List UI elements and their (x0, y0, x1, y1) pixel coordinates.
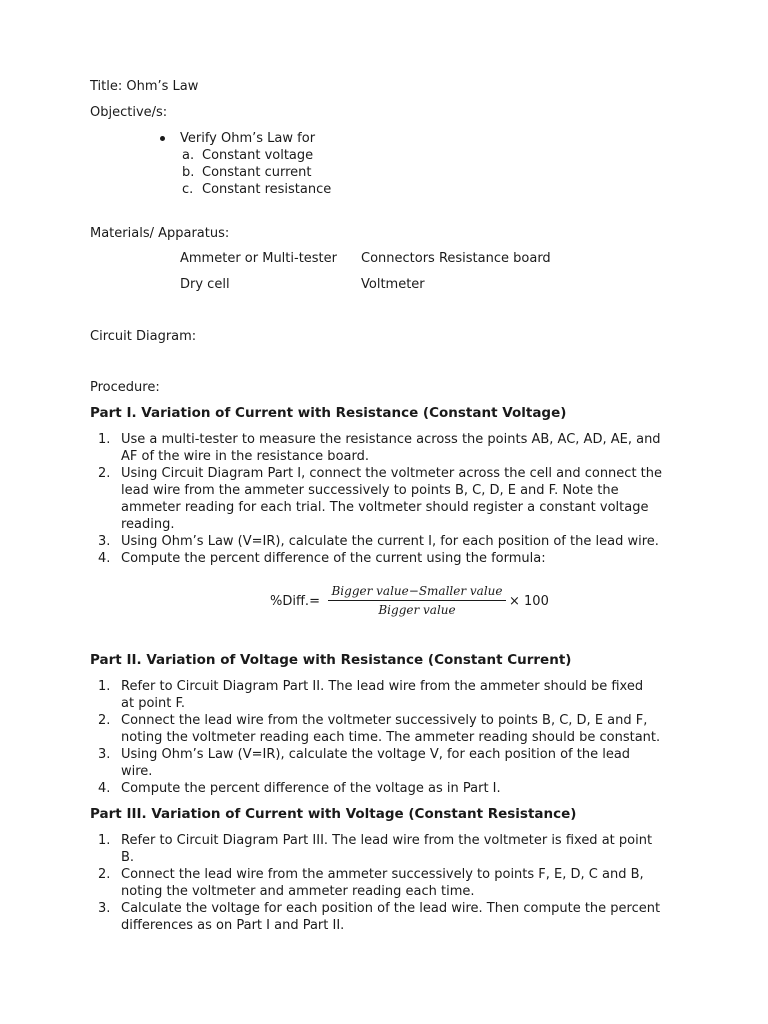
step-line: Connect the lead wire from the ammeter successively to points F, E, D, C and B, (121, 867, 644, 882)
objective-marker-a: a. (182, 148, 195, 163)
part2-heading: Part II. Variation of Voltage with Resistance (Constant Current) (90, 652, 572, 668)
step-line: differences as on Part I and Part II. (121, 918, 345, 933)
step-line: wire. (121, 764, 153, 779)
step-line: Using Ohm’s Law (V=IR), calculate the voltage V, for each position of the lead (121, 747, 631, 762)
fraction-bar (328, 600, 506, 601)
step-number: 1. (98, 833, 111, 848)
part3-heading: Part III. Variation of Current with Voltage (Constant Resistance) (90, 806, 577, 822)
part2-steps (98, 678, 688, 797)
step-number: 2. (98, 466, 111, 481)
list-item (98, 780, 688, 797)
procedure-label: Procedure: (90, 380, 160, 395)
step-number: 2. (98, 713, 111, 728)
formula-numerator: Bigger value−Smaller value (331, 584, 503, 598)
list-item (98, 900, 688, 934)
list-item (98, 550, 688, 567)
step-number: 1. (98, 432, 111, 447)
formula-lhs: %Diff.= (270, 594, 320, 609)
material-voltmeter: Voltmeter (361, 277, 425, 292)
step-line: Compute the percent difference of the voltage as in Part I. (121, 781, 501, 796)
objective-bullet-text: Verify Ohm’s Law for (180, 131, 316, 146)
step-number: 3. (98, 901, 111, 916)
part3-steps (98, 832, 688, 934)
part1-steps (98, 431, 688, 567)
step-line: Calculate the voltage for each position of the lead wire. Then compute the percent (121, 901, 661, 916)
list-item (98, 712, 688, 746)
list-item (98, 533, 688, 550)
step-line: Refer to Circuit Diagram Part III. The lead wire from the voltmeter is fixed at point (121, 833, 653, 848)
objective-item-a: Constant voltage (202, 148, 314, 163)
formula-fraction (328, 583, 506, 618)
step-line: lead wire from the ammeter successively to points B, C, D, E and F. Note the (121, 483, 619, 498)
list-item (98, 465, 688, 533)
step-line: Connect the lead wire from the voltmeter successively to points B, C, D, E and F, (121, 713, 648, 728)
step-number: 4. (98, 551, 111, 566)
step-line: ammeter reading for each trial. The voltmeter should register a constant voltage (121, 500, 649, 515)
material-connectors: Connectors Resistance board (361, 251, 551, 266)
step-number: 3. (98, 747, 111, 762)
formula-denominator: Bigger value (378, 603, 456, 617)
material-dry-cell: Dry cell (180, 277, 230, 292)
step-line: Refer to Circuit Diagram Part II. The lead wire from the ammeter should be fixed (121, 679, 644, 694)
part1-heading: Part I. Variation of Current with Resistance (Constant Voltage) (90, 405, 567, 421)
materials-label: Materials/ Apparatus: (90, 226, 230, 241)
bullet-icon (160, 136, 165, 141)
step-line: Use a multi-tester to measure the resistance across the points AB, AC, AD, AE, and (121, 432, 661, 447)
list-item (98, 866, 688, 900)
step-number: 1. (98, 679, 111, 694)
step-number: 2. (98, 867, 111, 882)
step-line: noting the voltmeter and ammeter reading each time. (121, 884, 475, 899)
step-number: 3. (98, 534, 111, 549)
step-line: AF of the wire in the resistance board. (121, 449, 369, 464)
step-line: reading. (121, 517, 175, 532)
step-line: Using Circuit Diagram Part I, connect the voltmeter across the cell and connect the (121, 466, 663, 481)
objectives-label: Objective/s: (90, 105, 168, 120)
list-item (98, 832, 688, 866)
material-ammeter: Ammeter or Multi-tester (180, 251, 337, 266)
step-line: Compute the percent difference of the current using the formula: (121, 551, 546, 566)
step-line: at point F. (121, 696, 186, 711)
objective-item-c: Constant resistance (202, 182, 332, 197)
step-line: B. (121, 850, 135, 865)
list-item (98, 746, 688, 780)
list-item (98, 431, 688, 465)
objective-marker-b: b. (182, 165, 195, 180)
circuit-diagram-label: Circuit Diagram: (90, 329, 197, 344)
objective-marker-c: c. (182, 182, 194, 197)
list-item (98, 678, 688, 712)
formula-rhs: × 100 (509, 594, 549, 609)
step-number: 4. (98, 781, 111, 796)
percent-diff-formula (270, 583, 570, 623)
document-title: Title: Ohm’s Law (90, 79, 199, 94)
step-line: Using Ohm’s Law (V=IR), calculate the current I, for each position of the lead wire. (121, 534, 659, 549)
objective-item-b: Constant current (202, 165, 312, 180)
step-line: noting the voltmeter reading each time. The ammeter reading should be constant. (121, 730, 661, 745)
